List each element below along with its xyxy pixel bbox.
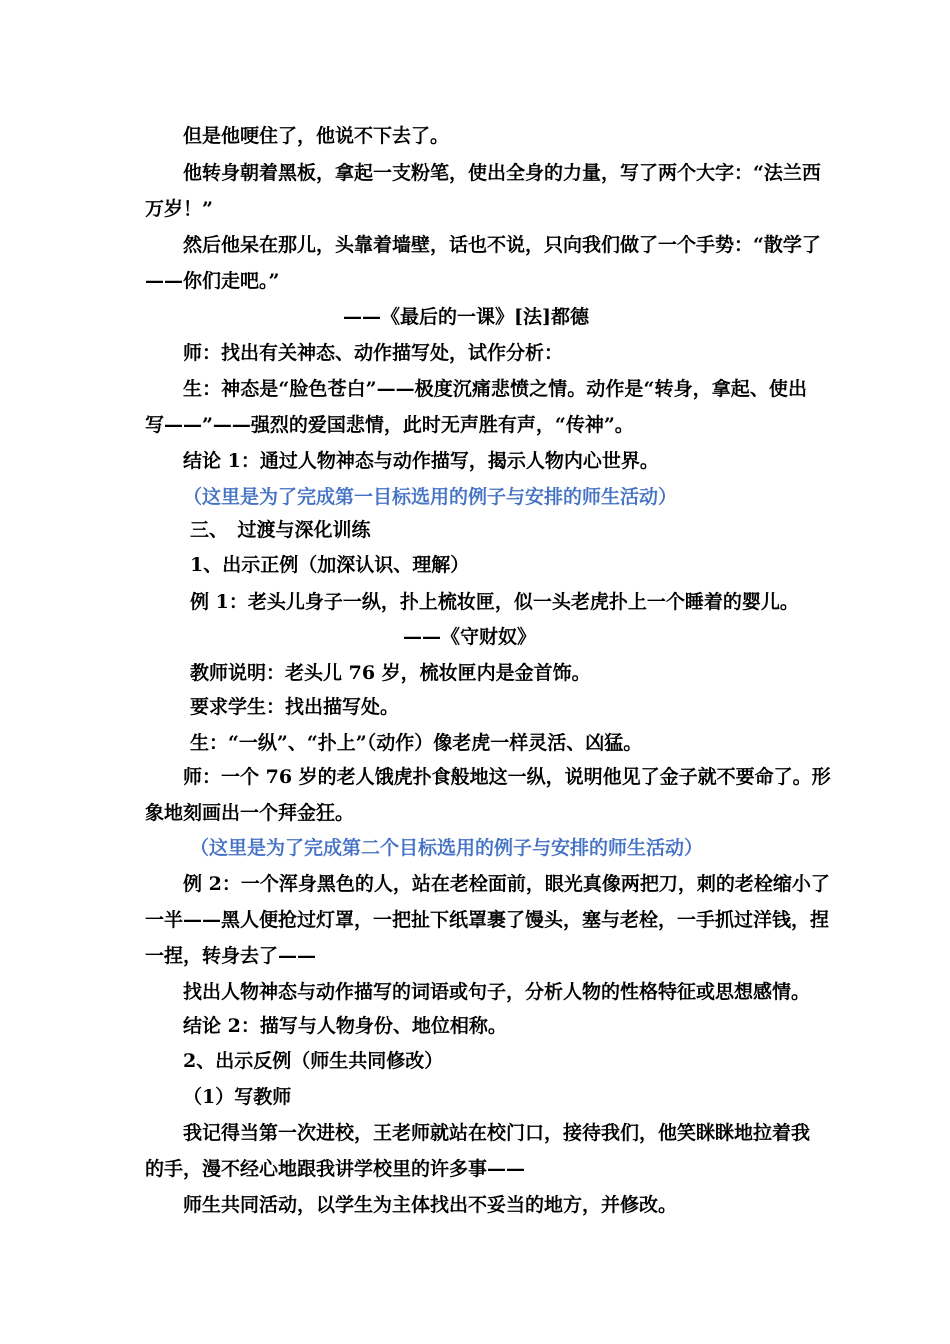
paragraph-line: 但是他哽住了，他说不下去了。 [183, 125, 450, 147]
paragraph-line: 要求学生：找出描写处。 [190, 696, 400, 718]
annotation-note: （这里是为了完成第二个目标选用的例子与安排的师生活动） [190, 837, 704, 859]
paragraph-line: 写——”——强烈的爱国悲情，此时无声胜有声，“传神”。 [145, 414, 634, 436]
conclusion-line: 结论 2：描写与人物身份、地位相称。 [183, 1015, 507, 1037]
paragraph-line: 师：一个 76 岁的老人饿虎扑食般地这一纵，说明他见了金子就不要命了。形 [183, 766, 831, 788]
annotation-note: （这里是为了完成第一目标选用的例子与安排的师生活动） [183, 486, 678, 508]
paragraph-line: 然后他呆在那儿，头靠着墙壁，话也不说，只向我们做了一个手势：“散学了 [183, 234, 821, 256]
paragraph-line: 一捏，转身去了—— [145, 945, 317, 967]
subsection-heading: （1）写教师 [183, 1086, 292, 1108]
paragraph-line: 万岁！” [145, 198, 213, 220]
section-heading: 三、 过渡与深化训练 [190, 519, 371, 541]
paragraph-line: 一半——黑人便抢过灯罩，一把扯下纸罩裹了馒头，塞与老栓，一手抓过洋钱，捏 [145, 909, 830, 931]
paragraph-line: 生：“一纵”、“扑上”（动作）像老虎一样灵活、凶猛。 [190, 732, 643, 754]
paragraph-line: 例 2：一个浑身黑色的人，站在老栓面前，眼光真像两把刀，刺的老栓缩小了 [183, 873, 830, 895]
paragraph-line: 的手，漫不经心地跟我讲学校里的许多事—— [145, 1158, 526, 1180]
subsection-heading: 1、出示正例（加深认识、理解） [190, 554, 470, 576]
example-line: 例 1：老头儿身子一纵，扑上梳妆匣，似一头老虎扑上一个睡着的婴儿。 [190, 591, 799, 613]
paragraph-line: 教师说明：老头儿 76 岁，梳妆匣内是金首饰。 [190, 662, 591, 684]
subsection-heading: 2、出示反例（师生共同修改） [183, 1050, 444, 1072]
paragraph-line: 生：神态是“脸色苍白”——极度沉痛悲愤之情。动作是“转身，拿起、使出 [183, 378, 807, 400]
paragraph-line: 师：找出有关神态、动作描写处，试作分析： [183, 342, 564, 364]
paragraph-line: 象地刻画出一个拜金狂。 [145, 802, 355, 824]
paragraph-line: 他转身朝着黑板，拿起一支粉笔，使出全身的力量，写了两个大字：“法兰西 [183, 162, 821, 184]
paragraph-line: ——你们走吧。” [145, 270, 280, 292]
paragraph-line: 师生共同活动，以学生为主体找出不妥当的地方，并修改。 [183, 1194, 678, 1216]
paragraph-line: 我记得当第一次进校，王老师就站在校门口，接待我们，他笑眯眯地拉着我 [183, 1122, 811, 1144]
source-citation: ——《最后的一课》[法]都德 [343, 306, 589, 328]
source-citation: ——《守财奴》 [403, 626, 537, 648]
paragraph-line: 找出人物神态与动作描写的词语或句子，分析人物的性格特征或思想感情。 [183, 981, 811, 1003]
conclusion-line: 结论 1：通过人物神态与动作描写，揭示人物内心世界。 [183, 450, 659, 472]
